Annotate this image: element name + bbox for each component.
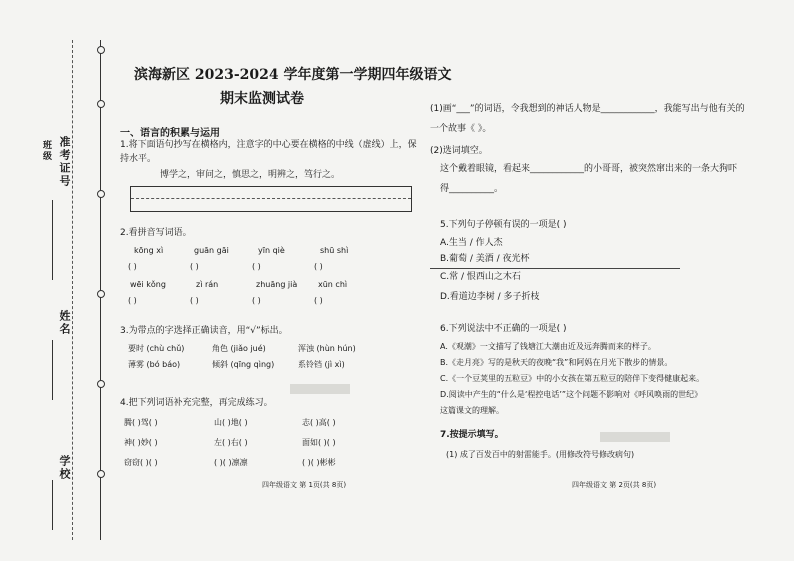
q4-prompt: 4.把下列词语补充完整，再完成练习。 — [120, 398, 273, 408]
q-1-line2[interactable]: 一个故事《 》。 — [430, 124, 492, 134]
q1-prompt-line2: 持水平。 — [120, 154, 157, 164]
answer-blank[interactable]: ( ) — [314, 296, 323, 305]
q5-option[interactable]: A.生当 / 作人杰 — [440, 238, 503, 248]
section-1-heading: 一、语言的积累与运用 — [120, 128, 220, 139]
school-label: 学校 — [58, 455, 71, 481]
reading-choice[interactable]: 浑浊 (hùn hún) — [298, 344, 356, 353]
pinyin: yīn qiè — [258, 246, 285, 255]
exam-subtitle: 期末监测试卷 — [220, 91, 304, 107]
q-1-line1: (1)画“___”的词语，令我想到的神话人物是____________，我能写出与他有关的 — [430, 104, 745, 114]
reading-choice[interactable]: 系铃铛 (jì xì) — [298, 360, 345, 369]
scan-smudge — [290, 384, 350, 394]
binding-hole — [97, 46, 105, 54]
answer-blank[interactable]: ( ) — [314, 262, 323, 271]
pinyin: shū shì — [320, 246, 349, 255]
scan-smudge — [600, 432, 670, 442]
pinyin: zhuāng jià — [256, 280, 298, 289]
reading-choice[interactable]: 要时 (chù chǔ) — [128, 344, 185, 353]
q1-prompt-line1: 1.将下面语句抄写在横格内，注意字的中心要在横格的中线（虚线）上，保 — [120, 140, 417, 150]
binding-hole — [97, 380, 105, 388]
q6-option[interactable]: B.《走月亮》写的是秋天的夜晚“我”和阿妈在月光下散步的情景。 — [440, 358, 673, 367]
exam-number-field[interactable] — [52, 200, 53, 280]
school-field[interactable] — [52, 480, 53, 530]
page-2-footer: 四年级语文 第 2页(共 8页) — [572, 481, 657, 489]
binding-hole — [97, 100, 105, 108]
q5-option[interactable]: B.葡萄 / 美酒 / 夜光杯 — [440, 254, 530, 264]
idiom-blank[interactable]: ( )( )彬彬 — [302, 458, 336, 467]
q6-option-cont: 这篇课文的理解。 — [440, 406, 504, 415]
q-2-line2[interactable]: 得__________。 — [440, 184, 504, 194]
q1-writing-grid[interactable] — [130, 186, 412, 212]
q7-item1[interactable]: (1) 成了百发百中的射雷能手。(用修改符号修改病句) — [446, 450, 635, 459]
binding-hole — [97, 290, 105, 298]
name-label: 姓名 — [58, 310, 71, 336]
q5-prompt: 5.下列句子停顿有误的一项是( ) — [440, 220, 567, 230]
q5-option[interactable]: D.看道边李树 / 多子折枝 — [440, 292, 540, 302]
idiom-blank[interactable]: 左( )右( ) — [214, 438, 248, 447]
class-label: 班级 — [41, 140, 51, 162]
answer-blank[interactable]: ( ) — [128, 296, 137, 305]
idiom-blank[interactable]: 志( )高( ) — [302, 418, 336, 427]
exam-number-label: 准考证号 — [58, 136, 71, 188]
q3-prompt: 3.为带点的字选择正确读音，用“√”标出。 — [120, 326, 288, 336]
binding-hole — [97, 190, 105, 198]
pinyin: wēi kǒng — [130, 280, 166, 289]
q1-sentence: 博学之，审问之，慎思之，明辨之，笃行之。 — [160, 170, 341, 180]
q6-prompt: 6.下列说法中不正确的一项是( ) — [440, 324, 567, 334]
reading-choice[interactable]: 薄雾 (bó báo) — [128, 360, 181, 369]
q6-option[interactable]: D.阅读中产生的“什么是‘程控电话’”这个问题不影响对《呼风唤雨的世纪》 — [440, 390, 703, 399]
idiom-blank[interactable]: ( )( )凛凛 — [214, 458, 248, 467]
q-2-prompt: (2)选词填空。 — [430, 146, 488, 156]
exam-title: 滨海新区 2023-2024 学年度第一学期四年级语文 — [134, 67, 452, 83]
idiom-blank[interactable]: 窃窃( )( ) — [124, 458, 158, 467]
grid-center-line — [131, 198, 411, 199]
idiom-blank[interactable]: 神( )妙( ) — [124, 438, 158, 447]
reading-choice[interactable]: 角色 (jiǎo jué) — [212, 344, 266, 353]
idiom-blank[interactable]: 面如( )( ) — [302, 438, 336, 447]
binding-fold-line — [72, 40, 73, 540]
answer-blank[interactable]: ( ) — [252, 296, 261, 305]
q-2-line1: 这个戴着眼镜，看起来____________的小哥哥，被突然窜出来的一条大狗吓 — [440, 164, 738, 174]
answer-blank[interactable]: ( ) — [252, 262, 261, 271]
pinyin: guān gāi — [194, 246, 229, 255]
name-field[interactable] — [52, 340, 53, 400]
idiom-blank[interactable]: 山( )地( ) — [214, 418, 248, 427]
q5-option[interactable]: C.常 / 恨西山之木石 — [440, 272, 521, 282]
q7-prompt: 7.按提示填写。 — [440, 430, 504, 440]
pinyin: zì rán — [196, 280, 219, 289]
answer-blank[interactable]: ( ) — [128, 262, 137, 271]
reading-choice[interactable]: 倾斜 (qīng qìng) — [212, 360, 275, 369]
answer-blank[interactable]: ( ) — [190, 262, 199, 271]
q5-divider — [430, 268, 680, 269]
pinyin: kōng xì — [134, 246, 164, 255]
idiom-blank[interactable]: 腾( )驾( ) — [124, 418, 158, 427]
pinyin: xūn chì — [318, 280, 348, 289]
q6-option[interactable]: C.《一个豆荚里的五粒豆》中的小女孩在第五粒豆的陪伴下变得健康起来。 — [440, 374, 705, 383]
q2-prompt: 2.看拼音写词语。 — [120, 228, 192, 238]
answer-blank[interactable]: ( ) — [190, 296, 199, 305]
page-1-footer: 四年级语文 第 1页(共 8页) — [262, 481, 347, 489]
q6-option[interactable]: A.《观潮》一文描写了钱塘江大潮由近及远奔腾而来的样子。 — [440, 342, 656, 351]
binding-hole — [97, 470, 105, 478]
